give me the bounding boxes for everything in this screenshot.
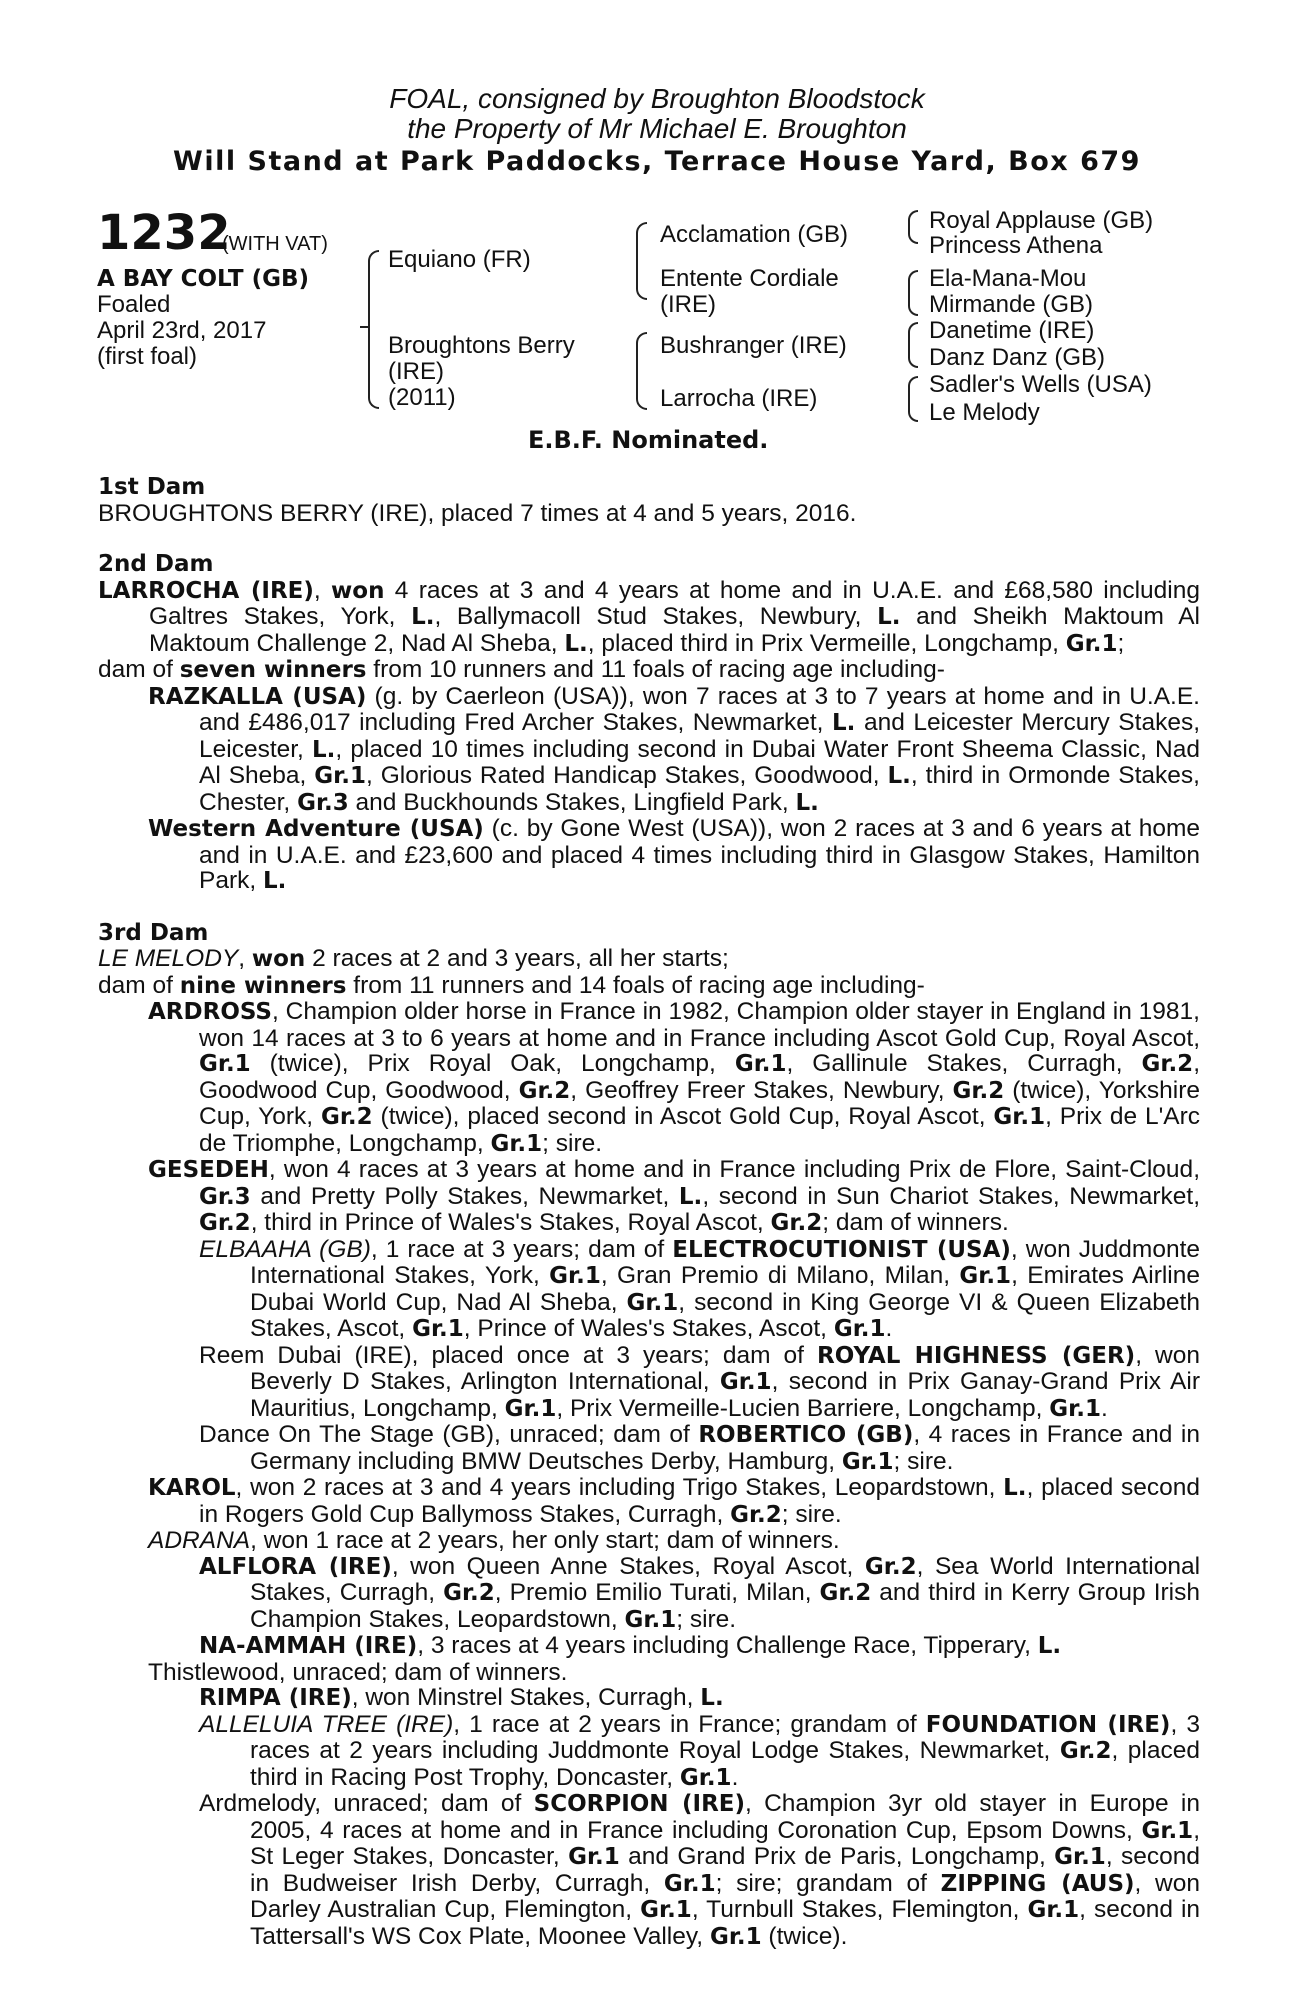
dd-dam: Le Melody xyxy=(929,399,1040,426)
sire-dam-line1: Entente Cordiale xyxy=(660,265,839,292)
foaled-date: April 23rd, 2017 xyxy=(97,317,267,344)
produce-na-ammah: NA-AMMAH (IRE), 3 races at 4 years including Challenge Race, Tipperary, L. xyxy=(199,1632,1062,1659)
pedigree-brace-sire xyxy=(636,222,647,300)
stand-location: Will Stand at Park Paddocks, Terrace House Yard, Box 679 xyxy=(173,146,1141,177)
first-dam-entry: BROUGHTONS BERRY (IRE), placed 7 times at 4 and 5 years, 2016. xyxy=(98,499,857,527)
first-foal-note: (first foal) xyxy=(97,343,198,370)
property-line: the Property of Mr Michael E. Broughton xyxy=(407,113,907,144)
foaled-label: Foaled xyxy=(97,291,171,318)
pedigree-brace-tip xyxy=(360,326,368,328)
catalogue-body xyxy=(98,475,1200,1950)
dam-name-line1: Broughtons Berry xyxy=(388,332,575,359)
second-dam-entry: LARROCHA (IRE), won 4 races at 3 and 4 years at home and in U.A.E. and £68,580 including Galtres Stakes, York, L., Ballymacoll Stud Stakes, Newbury, L. and Sheikh Maktoum Al Maktoum Challenge 2, Nad Al Sheba, L., placed third in Prix Vermeille, Longchamp, Gr.1; xyxy=(98,576,1200,657)
lot-number: 1232 xyxy=(97,205,231,261)
ebf-nominated: E.B.F. Nominated. xyxy=(528,426,769,454)
dam-year: (2011) xyxy=(388,384,456,411)
dam-sire: Bushranger (IRE) xyxy=(660,332,847,359)
sd-sire: Ela-Mana-Mou xyxy=(929,265,1087,292)
second-dam-title: 2nd Dam xyxy=(98,551,214,577)
sd-dam: Mirmande (GB) xyxy=(929,291,1094,318)
pedigree-brace-sd xyxy=(908,270,918,316)
dam-name-line2: (IRE) xyxy=(388,358,444,385)
sire-dam-line2: (IRE) xyxy=(660,291,716,318)
produce-gesedeh: GESEDEH, won 4 races at 3 years at home and in France including Prix de Flore, Saint-Cloud, Gr.3 and Pretty Polly Stakes, Newmarket, L., second in Sun Chariot Stakes, Newmarket, Gr.2, third in Prince of Wales's Stakes, Royal Ascot, Gr.2; dam of winners. xyxy=(148,1156,1200,1236)
produce-elbaaha: ELBAAHA (GB), 1 race at 3 years; dam of ELECTROCUTIONIST (USA), won Juddmonte International Stakes, York, Gr.1, Gran Premio di Milano, Milan, Gr.1, Emirates Airline Dubai World Cup, Nad Al Sheba, Gr.1, second in King George VI & Queen Elizabeth Stakes, Ascot, Gr.1, Prince of Wales's Stakes, Ascot, Gr.1. xyxy=(199,1235,1201,1342)
produce-thistlewood: Thistlewood, unraced; dam of winners. xyxy=(148,1658,568,1686)
pedigree-brace-ss xyxy=(908,210,918,244)
pedigree-brace-dd xyxy=(908,376,918,422)
produce-western-adventure: Western Adventure (USA) (c. by Gone West (USA)), won 2 races at 3 and 6 years at home and in U.A.E. and £23,600 and placed 4 times including third in Glasgow Stakes, Hamilton Park, L. xyxy=(148,815,1200,894)
produce-razkalla: RAZKALLA (USA) (g. by Caerleon (USA)), won 7 races at 3 to 7 years at home and in U.A.E. and £486,017 including Fred Archer Stakes, Newmarket, L. and Leicester Mercury Stakes, Leicester, L., placed 10 times including second in Dubai Water Front Sheema Classic, Nad Al Sheba, Gr.1, Glorious Rated Handicap Stakes, Goodwood, L., third in Ormonde Stakes, Chester, Gr.3 and Buckhounds Stakes, Lingfield Park, L. xyxy=(148,682,1201,816)
first-dam-title: 1st Dam xyxy=(98,474,206,500)
vat-note: (WITH VAT) xyxy=(222,233,328,255)
dam-dam: Larrocha (IRE) xyxy=(660,385,818,412)
dd-sire: Sadler's Wells (USA) xyxy=(929,371,1152,398)
produce-adrana: ADRANA, won 1 race at 2 years, her only start; dam of winners. xyxy=(148,1527,840,1554)
produce-alflora: ALFLORA (IRE), won Queen Anne Stakes, Royal Ascot, Gr.2, Sea World International Stakes, Curragh, Gr.2, Premio Emilio Turati, Milan, Gr.2 and third in Kerry Group Irish Champion Stakes, Leopardstown, Gr.1; sire. xyxy=(199,1552,1201,1633)
consignor-line: FOAL, consigned by Broughton Bloodstock xyxy=(389,83,925,114)
lot-name: A BAY COLT (GB) xyxy=(97,266,310,292)
ds-dam: Danz Danz (GB) xyxy=(929,344,1106,371)
produce-ardmelody: Ardmelody, unraced; dam of SCORPION (IRE), Champion 3yr old stayer in Europe in 2005, 4 races at home and in France including Coronation Cup, Epsom Downs, Gr.1, St Leger Stakes, Doncaster, Gr.1 and Grand Prix de Paris, Longchamp, Gr.1, second in Budweiser Irish Derby, Curragh, Gr.1; sire; grandam of ZIPPING (AUS), won Darley Australian Cup, Flemington, Gr.1, Turnbull Stakes, Flemington, Gr.1, second in Tattersall's WS Cox Plate, Moonee Valley, Gr.1 (twice). xyxy=(199,1790,1201,1950)
produce-rimpa: RIMPA (IRE), won Minstrel Stakes, Curragh, L. xyxy=(199,1684,724,1711)
third-dam-title: 3rd Dam xyxy=(98,919,209,946)
ds-sire: Danetime (IRE) xyxy=(929,317,1095,344)
sire-name: Equiano (FR) xyxy=(388,246,531,273)
third-dam-produce-summary: dam of nine winners from 11 runners and 14 foals of racing age including- xyxy=(98,971,925,999)
produce-reem-dubai: Reem Dubai (IRE), placed once at 3 years; dam of ROYAL HIGHNESS (GER), won Beverly D Stakes, Arlington International, Gr.1, second in Prix Ganay-Grand Prix Air Mauritius, Longchamp, Gr.1, Prix Vermeille-Lucien Barriere, Longchamp, Gr.1. xyxy=(199,1341,1201,1422)
pedigree-brace-main xyxy=(368,250,379,409)
produce-ardross: ARDROSS, Champion older horse in France in 1982, Champion older stayer in England in 1981, won 14 races at 3 to 6 years at home and in France including Ascot Gold Cup, Royal Ascot, Gr.1 (twice), Prix Royal Oak, Longchamp, Gr.1, Gallinule Stakes, Curragh, Gr.2, Goodwood Cup, Goodwood, Gr.2, Geoffrey Freer Stakes, Newbury, Gr.2 (twice), Yorkshire Cup, York, Gr.2 (twice), placed second in Ascot Gold Cup, Royal Ascot, Gr.1, Prix de L'Arc de Triomphe, Longchamp, Gr.1; sire. xyxy=(148,998,1200,1157)
produce-alleluia-tree: ALLELUIA TREE (IRE), 1 race at 2 years in France; grandam of FOUNDATION (IRE), 3 races at 2 years including Juddmonte Royal Lodge Stakes, Newmarket, Gr.2, placed third in Racing Post Trophy, Doncaster, Gr.1. xyxy=(199,1710,1201,1791)
produce-karol: KAROL, won 2 races at 3 and 4 years including Trigo Stakes, Leopardstown, L., placed second in Rogers Gold Cup Ballymoss Stakes, Curragh, Gr.2; sire. xyxy=(148,1474,1200,1528)
pedigree-brace-dam xyxy=(636,332,647,410)
produce-dance-on-the-stage: Dance On The Stage (GB), unraced; dam of ROBERTICO (GB), 4 races in France and in Germany including BMW Deutsches Derby, Hamburg, Gr.1; sire. xyxy=(199,1421,1201,1475)
pedigree-brace-ds xyxy=(908,322,918,368)
ss-sire: Royal Applause (GB) xyxy=(929,207,1154,234)
second-dam-produce-summary: dam of seven winners from 10 runners and 11 foals of racing age including- xyxy=(98,656,945,683)
third-dam-entry: LE MELODY, won 2 races at 2 and 3 years, all her starts; xyxy=(98,945,729,972)
ss-dam: Princess Athena xyxy=(929,232,1103,259)
sire-sire: Acclamation (GB) xyxy=(660,221,849,248)
